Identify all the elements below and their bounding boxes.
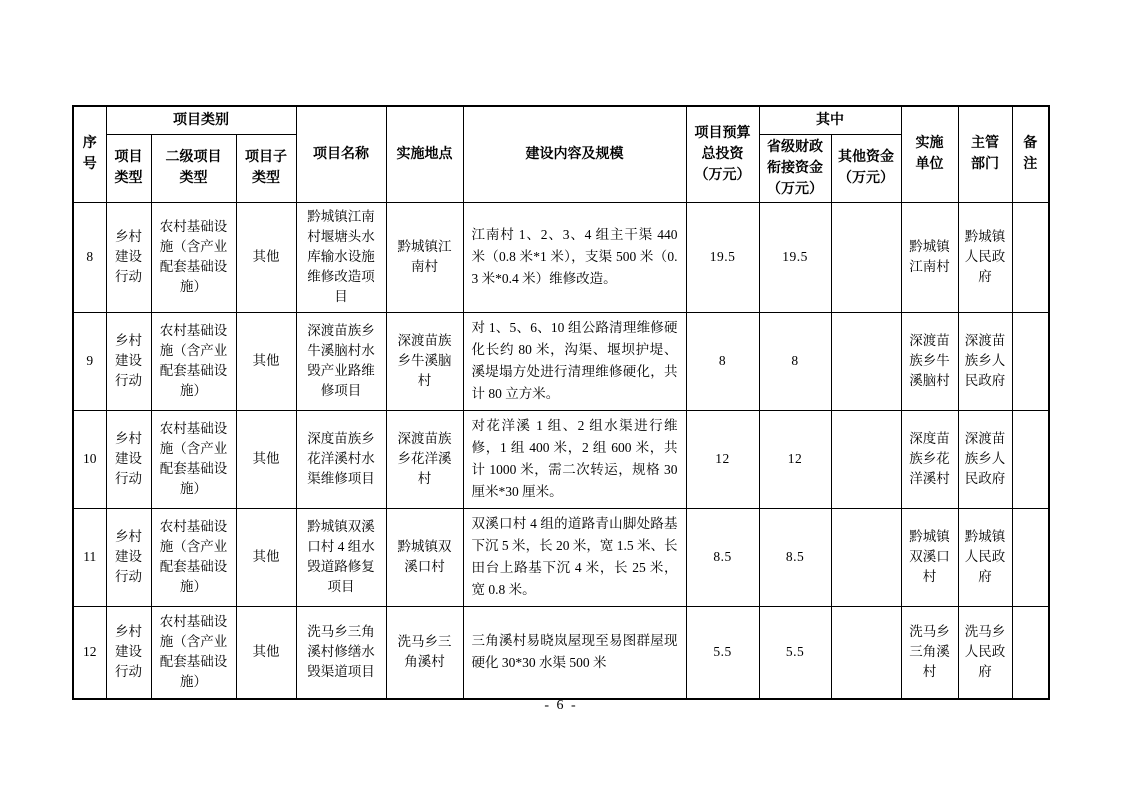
cell-serial-number: 8 [73,202,106,312]
page-number: - 6 - [544,698,578,713]
cell-secondary-type: 农村基础设施（含产业配套基础设施） [151,312,236,410]
cell-other-fund [831,312,901,410]
cell-project-name: 黔城镇江南村堰塘头水库输水设施维修改造项目 [296,202,386,312]
cell-secondary-type: 农村基础设施（含产业配套基础设施） [151,606,236,699]
table-row [73,202,1049,312]
cell-serial-number: 11 [73,508,106,606]
cell-project-type: 乡村建设行动 [106,508,151,606]
col-header-provincial-fund: 省级财政衔接资金（万元） [759,134,831,202]
table-row [73,312,1049,410]
cell-location: 洗马乡三角溪村 [386,606,463,699]
cell-subtype: 其他 [236,606,296,699]
col-header-content-scale: 建设内容及规模 [463,106,686,202]
cell-serial-number: 9 [73,312,106,410]
cell-content-scale: 江南村 1、2、3、4 组主干渠 440 米（0.8 米*1 米），支渠 500 米（0.3 米*0.4 米）维修改造。 [463,202,686,312]
col-header-among-group: 其中 [759,106,901,134]
cell-total-budget: 8 [686,312,759,410]
cell-content-scale: 双溪口村 4 组的道路青山脚处路基下沉 5 米，长 20 米，宽 1.5 米、长田台上路基下沉 4 米，长 25 米，宽 0.8 米。 [463,508,686,606]
cell-location: 黔城镇双溪口村 [386,508,463,606]
cell-remark [1012,606,1049,699]
cell-serial-number: 12 [73,606,106,699]
cell-other-fund [831,508,901,606]
col-header-project-type: 项目类型 [106,134,151,202]
cell-subtype: 其他 [236,312,296,410]
cell-secondary-type: 农村基础设施（含产业配套基础设施） [151,410,236,508]
cell-remark [1012,410,1049,508]
cell-project-type: 乡村建设行动 [106,606,151,699]
col-header-remark: 备注 [1012,106,1049,202]
cell-implementing-unit: 黔城镇江南村 [901,202,958,312]
cell-project-name: 洗马乡三角溪村修缮水毁渠道项目 [296,606,386,699]
cell-location: 深渡苗族乡花洋溪村 [386,410,463,508]
cell-supervising-department: 黔城镇人民政府 [958,508,1012,606]
cell-secondary-type: 农村基础设施（含产业配套基础设施） [151,202,236,312]
cell-remark [1012,508,1049,606]
col-header-implementing-unit: 实施单位 [901,106,958,202]
col-header-project-category-group: 项目类别 [106,106,296,134]
cell-total-budget: 12 [686,410,759,508]
cell-provincial-fund: 19.5 [759,202,831,312]
cell-total-budget: 8.5 [686,508,759,606]
cell-subtype: 其他 [236,410,296,508]
cell-supervising-department: 黔城镇人民政府 [958,202,1012,312]
col-header-total-budget: 项目预算总投资（万元） [686,106,759,202]
col-header-secondary-project-type: 二级项目类型 [151,134,236,202]
cell-supervising-department: 洗马乡人民政府 [958,606,1012,699]
cell-project-type: 乡村建设行动 [106,410,151,508]
cell-provincial-fund: 12 [759,410,831,508]
cell-subtype: 其他 [236,202,296,312]
cell-project-name: 深渡苗族乡牛溪脑村水毁产业路维修项目 [296,312,386,410]
cell-supervising-department: 深渡苗族乡人民政府 [958,410,1012,508]
cell-other-fund [831,606,901,699]
cell-secondary-type: 农村基础设施（含产业配套基础设施） [151,508,236,606]
cell-location: 深渡苗族乡牛溪脑村 [386,312,463,410]
project-funding-table [72,105,1050,700]
col-header-supervising-department: 主管部门 [958,106,1012,202]
cell-other-fund [831,410,901,508]
cell-remark [1012,202,1049,312]
cell-serial-number: 10 [73,410,106,508]
col-header-location: 实施地点 [386,106,463,202]
cell-implementing-unit: 黔城镇双溪口村 [901,508,958,606]
cell-content-scale: 对花洋溪 1 组、2 组水渠进行维修，1 组 400 米，2 组 600 米，共计 1000 米，需二次转运，规格 30 厘米*30 厘米。 [463,410,686,508]
table-row [73,606,1049,699]
cell-location: 黔城镇江南村 [386,202,463,312]
cell-implementing-unit: 洗马乡三角溪村 [901,606,958,699]
cell-total-budget: 5.5 [686,606,759,699]
table-row [73,410,1049,508]
cell-subtype: 其他 [236,508,296,606]
cell-project-name: 深度苗族乡花洋溪村水渠维修项目 [296,410,386,508]
cell-content-scale: 对 1、5、6、10 组公路清理维修硬化长约 80 米，沟渠、堰坝护堤、溪堤塌方处进行清理维修硬化，共计 80 立方米。 [463,312,686,410]
cell-provincial-fund: 8.5 [759,508,831,606]
cell-project-type: 乡村建设行动 [106,202,151,312]
cell-other-fund [831,202,901,312]
cell-project-type: 乡村建设行动 [106,312,151,410]
cell-content-scale: 三角溪村易晓岚屋现至易图群屋现硬化 30*30 水渠 500 米 [463,606,686,699]
cell-provincial-fund: 8 [759,312,831,410]
cell-project-name: 黔城镇双溪口村 4 组水毁道路修复项目 [296,508,386,606]
col-header-serial-number: 序号 [73,106,106,202]
col-header-other-fund: 其他资金（万元） [831,134,901,202]
cell-provincial-fund: 5.5 [759,606,831,699]
cell-implementing-unit: 深度苗族乡花洋溪村 [901,410,958,508]
table-row [73,508,1049,606]
cell-total-budget: 19.5 [686,202,759,312]
cell-implementing-unit: 深渡苗族乡牛溪脑村 [901,312,958,410]
cell-supervising-department: 深渡苗族乡人民政府 [958,312,1012,410]
col-header-project-subtype: 项目子类型 [236,134,296,202]
cell-remark [1012,312,1049,410]
col-header-project-name: 项目名称 [296,106,386,202]
